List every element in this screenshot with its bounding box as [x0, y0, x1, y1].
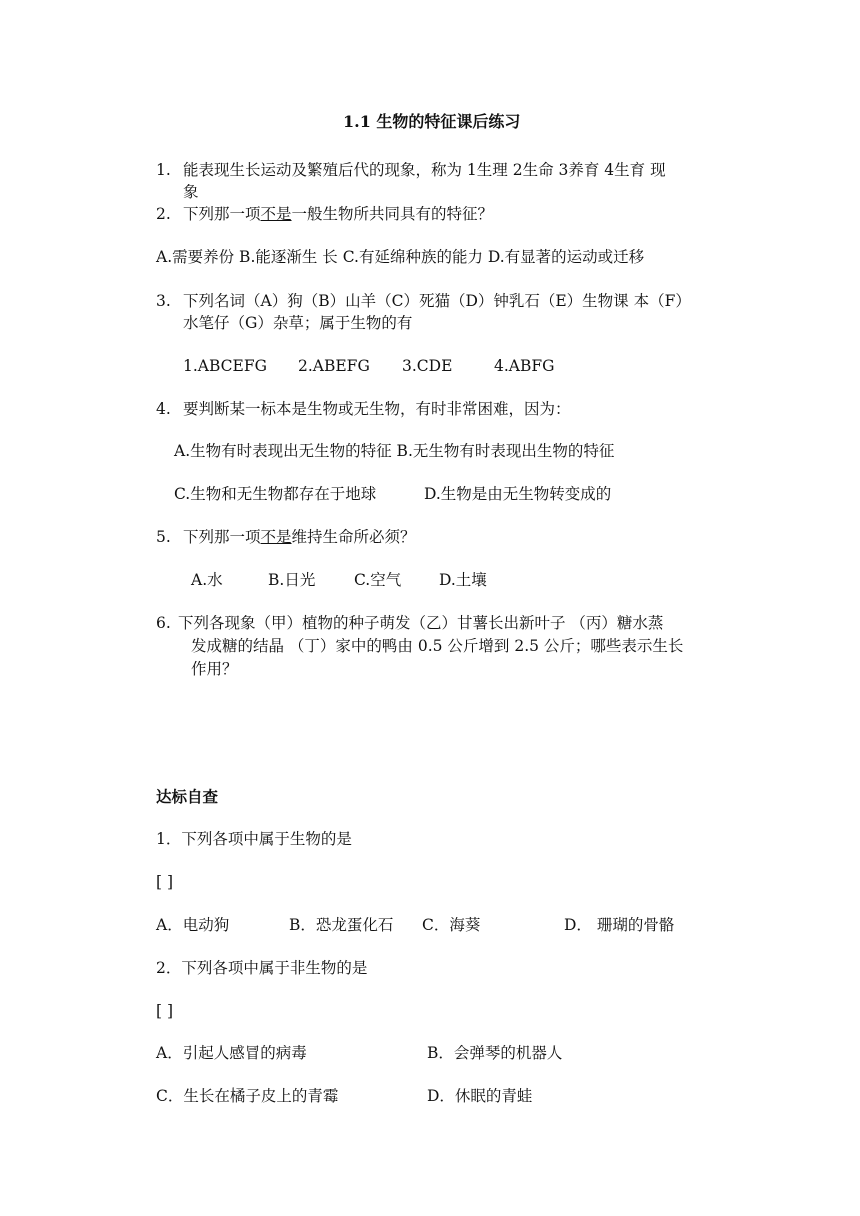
question-3-text-cont: 水笔仔（G）杂草；属于生物的有 — [183, 314, 413, 332]
question-1-text: 能表现生长运动及繁殖后代的现象，称为 1生理 2生命 3养育 4生育 现 — [183, 161, 666, 179]
question-2-options: A.需要养份 B.能逐渐生 长 C.有延绵种族的能力 D.有显著的运动或迁移 — [156, 248, 645, 266]
question-5-text-post: 维持生命所必须？ — [291, 528, 416, 546]
question-3-option-1: 1.ABCEFG — [183, 357, 267, 375]
question-5-option-c: C.空气 — [354, 571, 402, 589]
check-question-2-text: 2．下列各项中属于非生物的是 — [156, 959, 368, 977]
question-3-number: 3. — [156, 292, 171, 310]
check-question-2-option-a: A．引起人感冒的病毒 — [156, 1044, 307, 1062]
question-2-text — [183, 204, 493, 224]
question-5-underlined: 不是 — [260, 528, 292, 546]
question-2-number: 2. — [156, 205, 171, 223]
question-4-text: 要判断某一标本是生物或无生物，有时非常困难，因为： — [183, 400, 571, 418]
check-question-2-answer-bracket: [ ] — [156, 1002, 174, 1020]
question-3-option-4: 4.ABFG — [494, 357, 555, 375]
question-6-number: 6. — [156, 614, 171, 632]
question-4-number: 4. — [156, 400, 171, 418]
question-4-options-row-1: A.生物有时表现出无生物的特征 B.无生物有时表现出生物的特征 — [174, 442, 615, 460]
check-question-1-option-d: D． 珊瑚的骨骼 — [564, 916, 675, 934]
question-1-text-cont: 象 — [183, 183, 199, 201]
question-5-text — [183, 527, 416, 547]
question-4-option-d: D.生物是由无生物转变成的 — [424, 485, 612, 503]
question-5-option-b: B.日光 — [268, 571, 316, 589]
question-6-text-cont-1: 发成糖的结晶 （丁）家中的鸭由 0.5 公斤增到 2.5 公斤；哪些表示生长 — [191, 637, 684, 655]
check-question-1-option-a: A．电动狗 — [156, 916, 230, 934]
question-5-number: 5. — [156, 528, 171, 546]
question-2-text-pre: 下列那一项 — [183, 205, 261, 223]
question-3-option-3: 3.CDE — [402, 357, 453, 375]
question-5-option-a: A.水 — [191, 571, 223, 589]
check-question-1-text: 1．下列各项中属于生物的是 — [156, 830, 352, 848]
question-4-option-c: C.生物和无生物都存在于地球 — [174, 485, 377, 503]
page-title: 1.1 生物的特征课后练习 — [343, 112, 521, 131]
check-question-2-option-d: D．休眠的青蛙 — [427, 1087, 533, 1105]
check-question-2-option-c: C．生长在橘子皮上的青霉 — [156, 1087, 339, 1105]
question-1-number: 1. — [156, 161, 171, 179]
question-2-text-post: 一般生物所共同具有的特征？ — [291, 205, 494, 223]
check-question-1-option-c: C．海葵 — [422, 916, 481, 934]
check-question-2-option-b: B．会弹琴的机器人 — [427, 1044, 563, 1062]
question-3-text: 下列名词（A）狗（B）山羊（C）死猫（D）钟乳石（E）生物课 本（F） — [183, 292, 691, 310]
check-question-1-option-b: B．恐龙蛋化石 — [289, 916, 394, 934]
section-heading: 达标自查 — [156, 787, 219, 806]
check-question-1-answer-bracket: [ ] — [156, 873, 174, 891]
question-6-text: 下列各现象（甲）植物的种子萌发（乙）甘薯长出新叶子 （丙）糖水蒸 — [178, 614, 664, 632]
question-2-underlined: 不是 — [260, 205, 292, 223]
question-6-text-cont-2: 作用？ — [191, 660, 238, 678]
question-5-option-d: D.土壤 — [439, 571, 487, 589]
question-5-text-pre: 下列那一项 — [183, 528, 261, 546]
question-3-option-2: 2.ABEFG — [298, 357, 370, 375]
